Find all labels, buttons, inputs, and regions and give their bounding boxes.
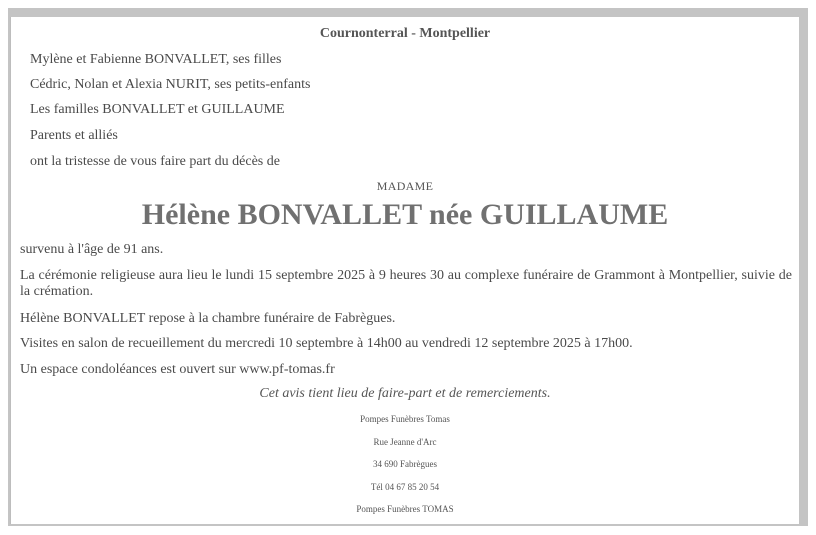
family-line: ont la tristesse de vous faire part du décès de bbox=[30, 154, 280, 169]
visits-paragraph: Visites en salon de recueillement du mercredi 10 septembre à 14h00 au vendredi 12 septembre 2025 à 17h00. bbox=[20, 336, 633, 351]
family-line: Cédric, Nolan et Alexia NURIT, ses petits-enfants bbox=[30, 77, 311, 92]
family-line: Les familles BONVALLET et GUILLAUME bbox=[30, 102, 285, 117]
funeral-home-line: 34 690 Fabrègues bbox=[373, 459, 437, 469]
funeral-home-line: Tél 04 67 85 20 54 bbox=[370, 482, 440, 492]
family-line: Mylène et Fabienne BONVALLET, ses filles bbox=[30, 52, 282, 67]
location-heading: Cournonterral - Montpellier bbox=[319, 26, 491, 41]
ceremony-paragraph: La cérémonie religieuse aura lieu le lundi 15 septembre 2025 à 9 heures 30 au complexe funéraire de Grammont à Montpellier, suivie de la crémation. bbox=[20, 268, 792, 299]
repose-paragraph: Hélène BONVALLET repose à la chambre funéraire de Fabrègues. bbox=[20, 311, 396, 326]
obituary-notice bbox=[10, 17, 799, 524]
condolences-paragraph: Un espace condoléances est ouvert sur www.pf-tomas.fr bbox=[20, 362, 335, 377]
funeral-home-line: Rue Jeanne d'Arc bbox=[373, 437, 437, 447]
funeral-home-line: Pompes Funèbres TOMAS bbox=[356, 504, 454, 514]
age-line: survenu à l'âge de 91 ans. bbox=[20, 242, 164, 257]
closing-note: Cet avis tient lieu de faire-part et de remerciements. bbox=[259, 386, 551, 401]
family-line: Parents et alliés bbox=[30, 128, 118, 143]
deceased-name: Hélène BONVALLET née GUILLAUME bbox=[141, 198, 669, 231]
honorific: MADAME bbox=[376, 179, 434, 193]
funeral-home-line: Pompes Funèbres Tomas bbox=[360, 414, 450, 424]
